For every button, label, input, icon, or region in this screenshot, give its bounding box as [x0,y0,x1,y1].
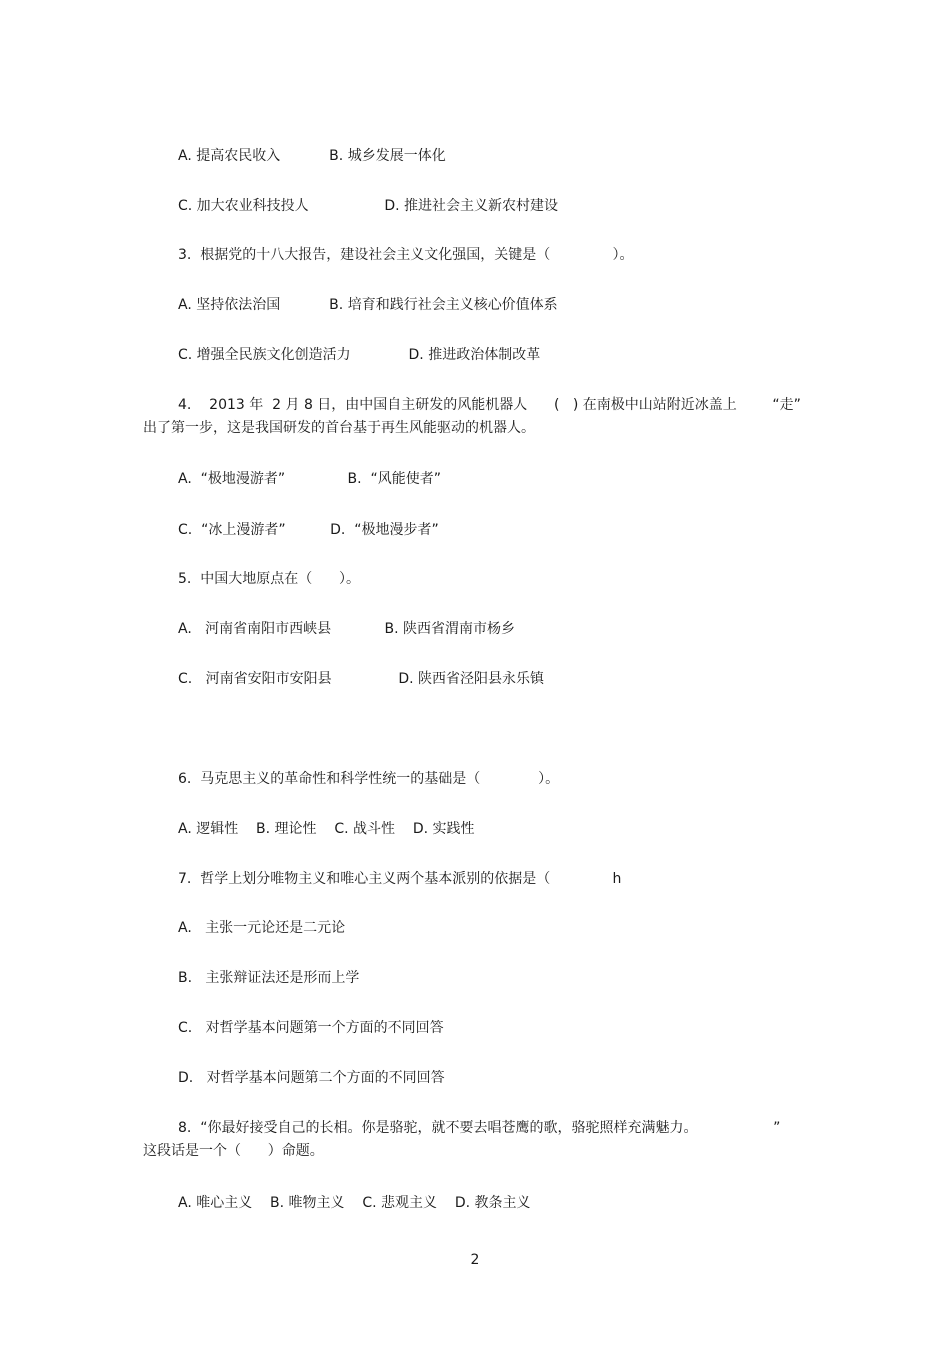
q8-question-line2: 这段话是一个（ ）命题。 [143,1143,324,1159]
q7-option-b: B. 主张辩证法还是形而上学 [178,970,360,986]
q7-option-d: D. 对哲学基本问题第二个方面的不同回答 [178,1070,445,1086]
q4-options-cd: C. “冰上漫游者” D. “极地漫步者” [178,522,439,538]
q4-question-line2: 出了第一步，这是我国研发的首台基于再生风能驱动的机器人。 [143,420,535,436]
q8-options: A. 唯心主义 B. 唯物主义 C. 悲观主义 D. 教条主义 [178,1195,531,1211]
q3-options-cd: C. 增强全民族文化创造活力 D. 推进政治体制改革 [178,347,541,363]
q2-options-cd: C. 加大农业科技投人 D. 推进社会主义新农村建设 [178,198,559,214]
q5-options-ab: A. 河南省南阳市西峡县 B. 陕西省渭南市杨乡 [178,621,516,637]
page-number: 2 [470,1252,480,1268]
q4-question-line1: 4. 2013 年 2 月 8 日，由中国自主研发的风能机器人 ( ) 在南极中山站附近冰盖上 “走” [178,397,801,413]
q4-options-ab: A. “极地漫游者” B. “风能使者” [178,471,441,487]
q6-options: A. 逻辑性 B. 理论性 C. 战斗性 D. 实践性 [178,821,475,837]
q5-question: 5. 中国大地原点在（ ）。 [178,571,360,587]
q2-options-ab: A. 提高农民收入 B. 城乡发展一体化 [178,148,446,164]
q7-option-c: C. 对哲学基本问题第一个方面的不同回答 [178,1020,444,1036]
q7-option-a: A. 主张一元论还是二元论 [178,920,346,936]
q7-question: 7. 哲学上划分唯物主义和唯心主义两个基本派别的依据是（ h [178,871,622,887]
q5-options-cd: C. 河南省安阳市安阳县 D. 陕西省泾阳县永乐镇 [178,671,545,687]
q3-options-ab: A. 坚持依法治国 B. 培育和践行社会主义核心价值体系 [178,297,558,313]
q8-question-line1: 8. “你最好接受自己的长相。你是骆驼，就不要去唱苍鹰的歌，骆驼照样充满魅力。 ” [178,1120,781,1136]
q6-question: 6. 马克思主义的革命性和科学性统一的基础是（ ）。 [178,771,560,787]
q3-question: 3. 根据党的十八大报告，建设社会主义文化强国，关键是（ ）。 [178,247,634,263]
